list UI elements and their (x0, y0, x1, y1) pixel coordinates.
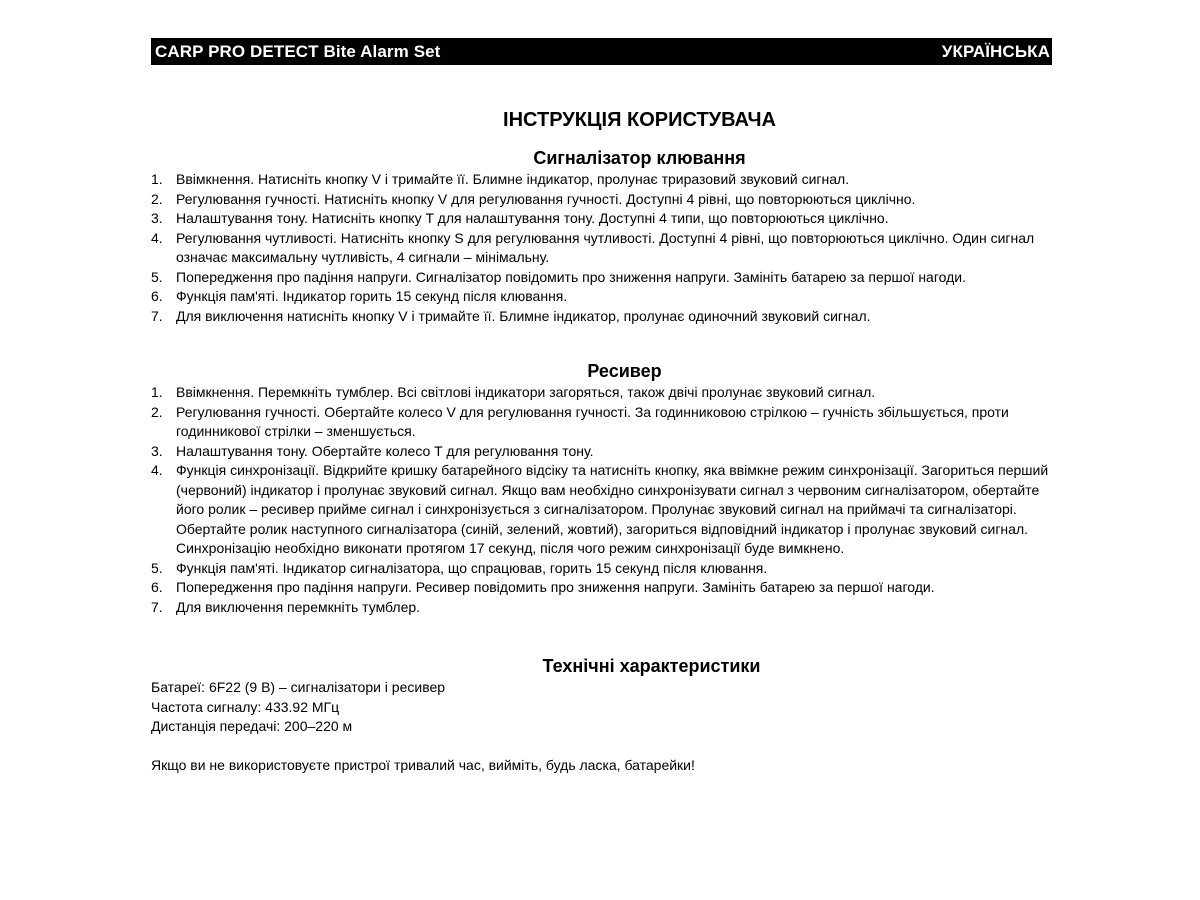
spec-line-range: Дистанція передачі: 200–220 м (151, 718, 353, 734)
list-item: 5. Попередження про падіння напруги. Сигналізатор повідомить про зниження напруги. Замініть батарею за першої нагоди. (151, 268, 966, 285)
list-item: 7. Для виключення перемкніть тумблер. (151, 598, 421, 615)
specs-list (151, 678, 1052, 737)
list-item: 4. Функція синхронізації. Відкрийте кришку батарейного відсіку та натисніть кнопку, яка ввімкне режим синхронізації. Загориться перший (червоний) індикатор і пролунає звуковий сигнал. Якщо вам необхідно синхронізувати сигнал з червоним сигналізатором, обертайте його ролик – ресивер прийме сигнал і синхронізується з сигналізатором. Пролунає звуковий сигнал на приймачі та сигналізаторі. Обертайте ролик наступного сигналізатора (синій, зелений, жовтий), загориться відповідний індикатор і пролунає звуковий сигнал. Синхронізацію необхідно виконати протягом 17 секунд, після чого режим синхронізації буде вимкнено. (151, 462, 1049, 556)
list-item: 5. Функція пам'яті. Індикатор сигналізатора, що спрацював, горить 15 секунд після клювання. (151, 559, 768, 576)
document-page (151, 38, 1052, 775)
list-item: 3. Налаштування тону. Натисніть кнопку T для налаштування тону. Доступні 4 типи, що повторюються циклічно. (151, 210, 889, 226)
list-item: 6. Попередження про падіння напруги. Ресивер повідомить про зниження напруги. Замініть батарею за першої нагоди. (151, 579, 935, 595)
list-item: 2. Регулювання гучності. Натисніть кнопку V для регулювання гучності. Доступні 4 рівні, що повторюються циклічно. (151, 190, 916, 207)
section-title-receiver: Ресивер (587, 361, 662, 381)
list-item: 1. Ввімкнення. Перемкніть тумблер. Всі світлові індикатори загоряться, також двічі пролунає звуковий сигнал. (151, 384, 876, 400)
section-title-bite-alarm: Сигналізатор клювання (533, 148, 746, 168)
battery-note: Якщо ви не використовуєте пристрої тривалий час, вийміть, будь ласка, батарейки! (151, 756, 695, 773)
list-item: 7. Для виключення натисніть кнопку V і тримайте її. Блимне індикатор, пролунає одиночний звуковий сигнал. (151, 307, 871, 324)
receiver-steps (151, 383, 1052, 617)
list-item: 4. Регулювання чутливості. Натисніть кнопку S для регулювання чутливості. Доступні 4 рівні, що повторюються циклічно. Один сигнал означає максимальну чутливість, 4 сигнали – мінімальну. (151, 229, 1035, 265)
list-item: 1. Ввімкнення. Натисніть кнопку V і тримайте її. Блимне індикатор, пролунає триразовий звуковий сигнал. (151, 171, 850, 187)
page-title: ІНСТРУКЦІЯ КОРИСТУВАЧА (503, 109, 776, 131)
bite-alarm-steps (151, 170, 1052, 326)
list-item: 6. Функція пам'яті. Індикатор горить 15 секунд після клювання. (151, 288, 568, 304)
header-bar (151, 38, 1052, 65)
product-name: CARP PRO DETECT Bite Alarm Set (155, 41, 441, 61)
list-item: 3. Налаштування тону. Обертайте колесо T для регулювання тону. (151, 442, 594, 459)
spec-line-frequency: Частота сигналу: 433.92 МГц (151, 698, 340, 715)
list-item: 2. Регулювання гучності. Обертайте колесо V для регулювання гучності. За годинниковою стрілкою – гучність збільшується, проти годинникової стрілки – зменшується. (151, 403, 1009, 439)
section-title-specs: Технічні характеристики (542, 656, 761, 676)
spec-line-batteries: Батареї: 6F22 (9 В) – сигналізатори і ресивер (151, 679, 446, 695)
language-label: УКРАЇНСЬКА (941, 41, 1050, 61)
